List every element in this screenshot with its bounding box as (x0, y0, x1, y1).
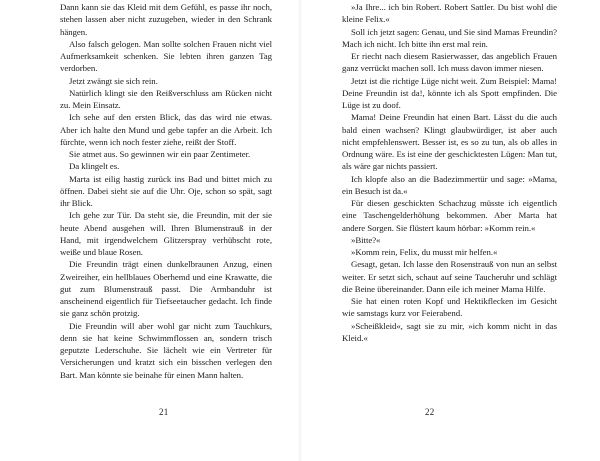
paragraph: Die Freundin trägt einen dunkelbraunen Anzug, einen Zweireiher, ein hellblaues Oberhemd und eine Krawatte, die gut zum Blumenstrauß passt. Die Armbanduhr ist anscheinend eigentlich für Tiefseetaucher gedacht. Ich finde sie ganz schön protzig. (60, 259, 272, 319)
paragraph: Also falsch gelogen. Man sollte solchen Frauen nicht viel Aufmerksamkeit schenken. Sie lebten ihren ganzen Tag verdorben. (60, 38, 272, 74)
paragraph: Ich klopfe also an die Badezimmertür und sage: »Mama, ein Besuch ist da.« (342, 173, 557, 196)
paragraph: Da klingelt es. (69, 161, 120, 172)
page-number: 21 (159, 407, 169, 417)
paragraph: Jetzt ist die richtige Lüge nicht weit. Zum Beispiel: Mama! Deine Freundin ist da!, könnte ich als Spott empfinden. Die Lüge ist zu doof. (342, 75, 557, 110)
paragraph: Die Freundin will aber wohl gar nicht zum Tauchkurs, denn sie hat keine Schwimmflossen an, sondern trisch geputzte Lederschuhe. Sie lächelt wie ein Vertreter für Versicherungen und kratzt sich ein bisschen verlegen den Bart. Man könnte sie beinahe für einen Mann halten. (60, 320, 272, 380)
paragraph: Marta ist eilig hastig zurück ins Bad und bittet mich zu öffnen. Dabei sieht sie auf die Uhr. Oje, schon so spät, sagt ihr Blick. (60, 173, 272, 208)
paragraph: Ich gehe zur Tür. Da steht sie, die Freundin, mit der sie heute Abend ausgehen will. Ihren Blumenstrauß in der Hand, mit irgendwelchem Glitzerspray verhübscht rote, weiße und blaue Rosen. (60, 210, 272, 257)
paragraph: Gesagt, getan. Ich lasse den Rosenstrauß von nun an selbst weiter. Er setzt sich, schaut auf seine Taucheruhr und schlägt die Beine übereinander. Dann eile ich meiner Mama Hilfe. (342, 259, 557, 294)
page-number: 22 (425, 407, 435, 417)
paragraph: »Ja Ihre... ich bin Robert. Robert Sattler. Du bist wohl die kleine Felix.« (342, 2, 557, 25)
paragraph: Soll ich jetzt sagen: Genau, und Sie sind Mamas Freundin? Mach ich nicht. Ich bitte ihn erst mal rein. (342, 26, 557, 49)
paragraph: »Scheißkleid«, sagt sie zu mir, »ich komm nicht in das Kleid.« (342, 320, 557, 343)
paragraph: Dann kann sie das Kleid mit dem Gefühl, es passe ihr noch, stehen lassen aber nicht zuzugeben, wieder in den Schrank hängen. (60, 2, 272, 37)
right-page (300, 0, 600, 461)
paragraph: »Bitte?« (351, 234, 381, 245)
left-page-text (60, 1, 272, 381)
paragraph: Ich sehe auf den ersten Blick, das das wird nie etwas. Aber ich halte den Mund und gebe tapfer an die Arbeit. Ich fürchte, wenn ich noch fester ziehe, reißt der Stoff. (60, 112, 272, 147)
paragraph: Für diesen geschickten Schachzug müsste ich eigentlich eine Taschengelderhöhung bekommen. Aber Marta hat andere Sorgen. Sie flüstert kaum hörbar: »Komm rein.« (342, 198, 557, 233)
paragraph: Mama! Deine Freundin hat einen Bart. Lässt du die auch bald einen wachsen? Klingt glaubwürdiger, ist aber auch nicht empfehlenswert. Besser ist, es so zu tun, als ob alles in Ordnung wäre. Es ist eine der geschicktesten Lügen: Man tut, als wäre gar nichts passiert. (342, 112, 557, 172)
paragraph: Er riecht nach diesem Rasierwasser, das angeblich Frauen ganz verrückt machen soll. Ich muss davon immer niesen. (342, 51, 557, 74)
paragraph: Jetzt zwängt sie sich rein. (69, 75, 158, 86)
paragraph: Natürlich klingt sie den Reißverschluss am Rücken nicht zu. Mein Einsatz. (60, 87, 272, 110)
paragraph: »Komm rein, Felix, du musst mir helfen.« (351, 247, 498, 257)
paragraph: Sie atmet aus. So gewinnen wir ein paar Zentimeter. (69, 149, 251, 159)
right-page-text (342, 1, 557, 344)
paragraph: Sie hat einen roten Kopf und Hektikflecken im Gesicht wie samstags kurz vor Feierabend. (342, 296, 557, 319)
